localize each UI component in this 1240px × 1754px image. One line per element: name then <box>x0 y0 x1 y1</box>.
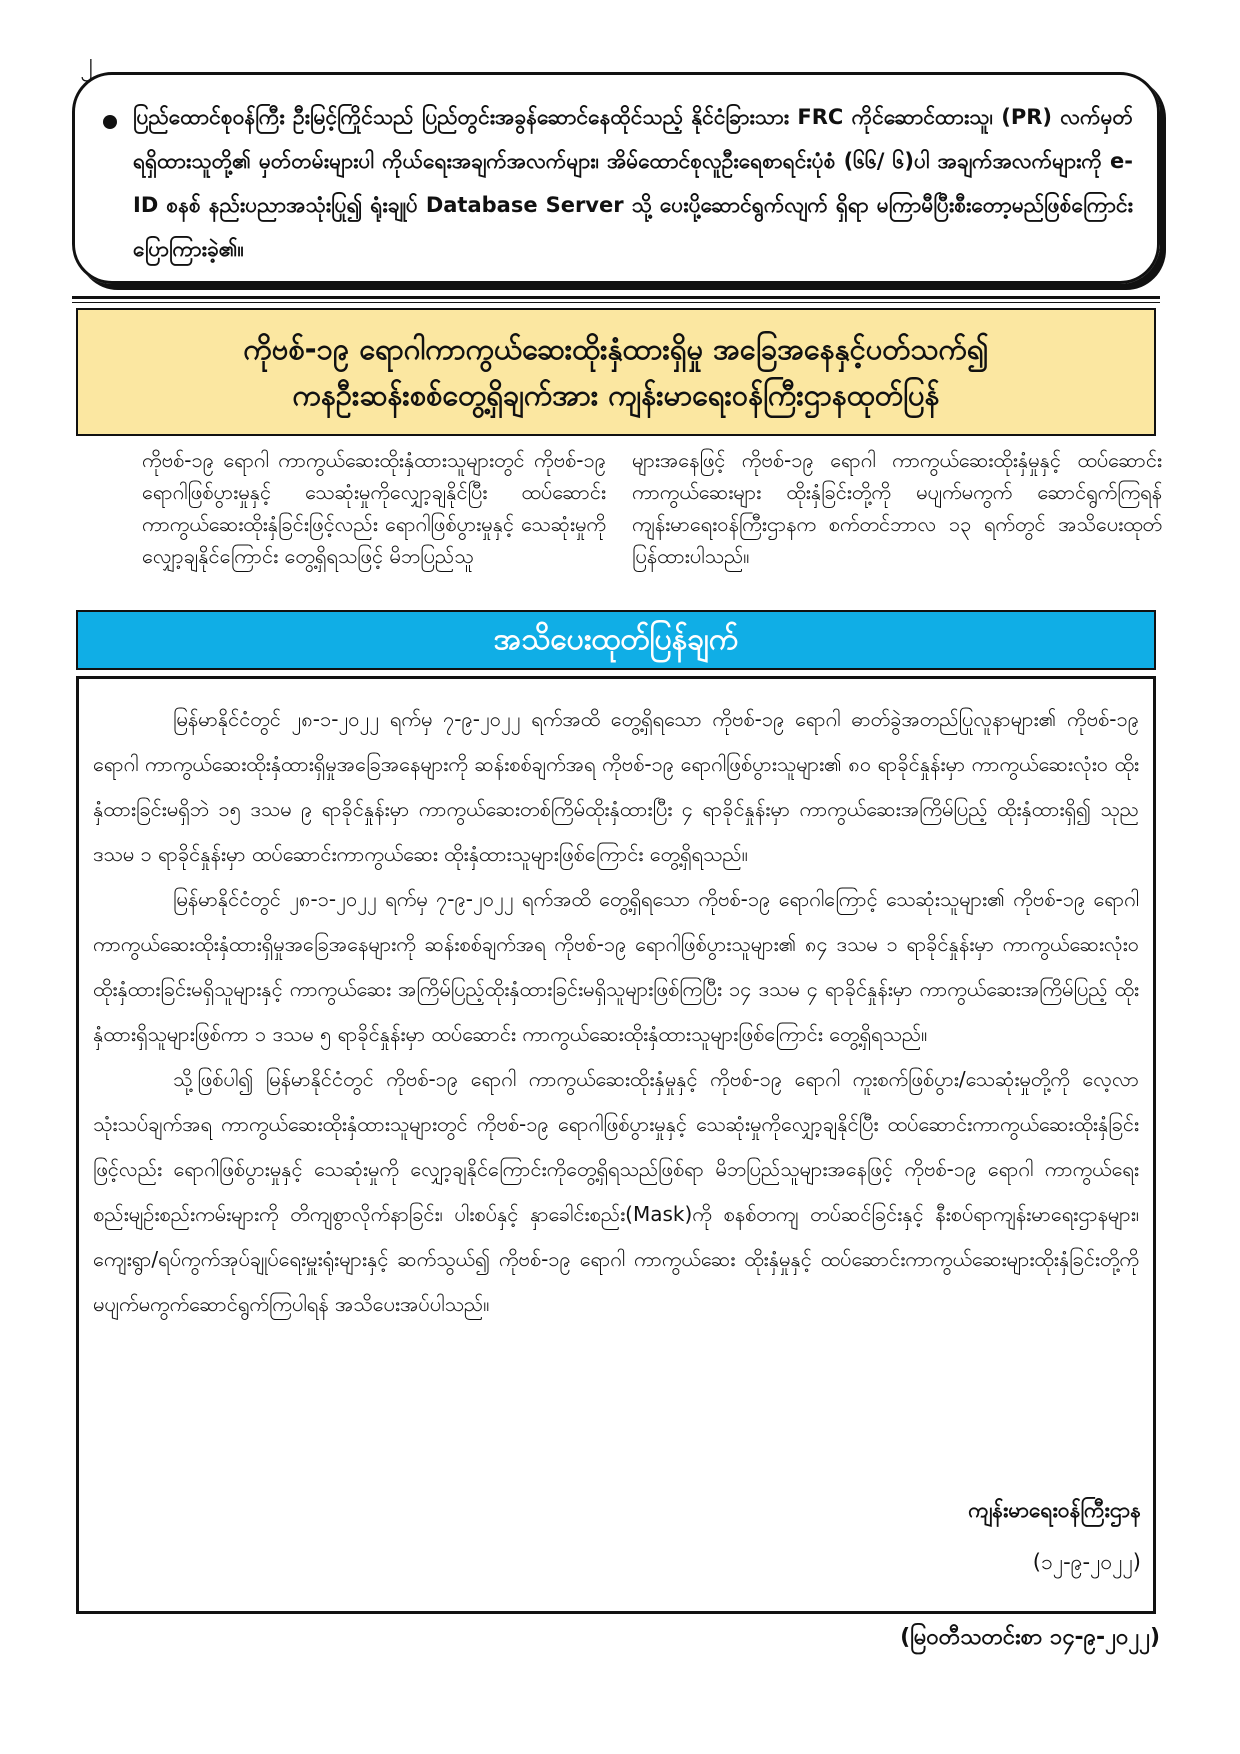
headline-box <box>76 308 1156 436</box>
notice-banner-title: အသိပေးထုတ်ပြန်ချက် <box>493 622 739 657</box>
intro-left-column <box>76 444 606 572</box>
divider-top-thin <box>72 302 1160 303</box>
highlight-text: ပြည်ထောင်စုဝန်ကြီး ဦးမြင့်ကြိုင်သည် ပြည်တွင်းအခွန်ဆောင်နေထိုင်သည့် နိုင်ငံခြားသား FRC ကိုင်ဆောင်ထားသူ၊ (PR) လက်မှတ်ရရှိထားသူတို့၏ မှတ်တမ်းများပါ ကိုယ်ရေးအချက်အလက်များ၊ အိမ်ထောင်စုလူဦးရေစာရင်းပုံစံ (၆၆/ ၆)ပါ အချက်အလက်များကို e-ID စနစ် နည်းပညာအသုံးပြု၍ ရုံးချုပ် Database Server သို့ ပေးပို့ဆောင်ရွက်လျက် ရှိရာ မကြာမီပြီးစီးတော့မည်ဖြစ်ကြောင်း ပြောကြားခဲ့၏။ <box>133 105 1133 261</box>
notice-paragraph: မြန်မာနိုင်ငံတွင် ၂၈-၁-၂၀၂၂ ရက်မှ ၇-၉-၂၀၂၂ ရက်အထိ တွေ့ရှိရသော ကိုဗစ်-၁၉ ရောဂါကြောင့် သေဆုံးသူများ၏ ကိုဗစ်-၁၉ ရောဂါ ကာကွယ်ဆေးထိုးနှံထားရှိမှုအခြေအနေများကို ဆန်းစစ်ချက်အရ ကိုဗစ်-၁၉ ရောဂါဖြစ်ပွားသူများ၏ ၈၄ ဒသမ ၁ ရာခိုင်နှုန်းမှာ ကာကွယ်ဆေးလုံးဝ ထိုးနှံထားခြင်းမရှိသူများနှင့် ကာကွယ်ဆေး အကြိမ်ပြည့်ထိုးနှံထားခြင်းမရှိသူများဖြစ်ကြပြီး ၁၄ ဒသမ ၄ ရာခိုင်နှုန်းမှာ ကာကွယ်ဆေးအကြိမ်ပြည့် ထိုးနှံထားရှိသူများဖြစ်ကာ ၁ ဒသမ ၅ ရာခိုင်နှုန်းမှာ ထပ်ဆောင်း ကာကွယ်ဆေးထိုးနှံထားသူများဖြစ်ကြောင်း တွေ့ရှိရသည်။ <box>93 887 1139 1046</box>
source-citation: (မြဝတီသတင်းစာ ၁၄-၉-၂၀၂၂) <box>900 1625 1160 1650</box>
signature-date: (၁၂-၉-၂၀၂၂) <box>1032 1550 1141 1574</box>
notice-banner <box>76 610 1156 670</box>
notice-paragraph: သို့ဖြစ်ပါ၍ မြန်မာနိုင်ငံတွင် ကိုဗစ်-၁၉ ရောဂါ ကာကွယ်ဆေးထိုးနှံမှုနှင့် ကိုဗစ်-၁၉ ရောဂါ ကူးစက်ဖြစ်ပွား/သေဆုံးမှုတို့ကို လေ့လာသုံးသပ်ချက်အရ ကာကွယ်ဆေးထိုးနှံထားသူများတွင် ကိုဗစ်-၁၉ ရောဂါဖြစ်ပွားမှုနှင့် သေဆုံးမှုကိုလျှော့ချနိုင်ပြီး ထပ်ဆောင်းကာကွယ်ဆေးထိုးနှံခြင်းဖြင့်လည်း ရောဂါဖြစ်ပွားမှုနှင့် သေဆုံးမှုကို လျှော့ချနိုင်ကြောင်းကိုတွေ့ရှိရသည်ဖြစ်ရာ မိဘပြည်သူများအနေဖြင့် ကိုဗစ်-၁၉ ရောဂါ ကာကွယ်ရေး စည်းမျဉ်းစည်းကမ်းများကို တိကျစွာလိုက်နာခြင်း၊ ပါးစပ်နှင့် နှာခေါင်းစည်း(Mask)ကို စနစ်တကျ တပ်ဆင်ခြင်းနှင့် နီးစပ်ရာကျန်းမာရေးဌာနများ၊ ကျေးရွာ/ရပ်ကွက်အုပ်ချုပ်ရေးမှူးရုံးများနှင့် ဆက်သွယ်၍ ကိုဗစ်-၁၉ ရောဂါ ကာကွယ်ဆေး ထိုးနှံမှုနှင့် ထပ်ဆောင်းကာကွယ်ဆေးများထိုးနှံခြင်းတို့ကို မပျက်မကွက်ဆောင်ရွက်ကြပါရန် အသိပေးအပ်ပါသည်။ <box>93 1067 1139 1316</box>
notice-box <box>76 676 1156 1614</box>
page-number: ၂ <box>80 47 93 77</box>
intro-right-column <box>632 444 1162 572</box>
headline-line-2: ကနဦးဆန်းစစ်တွေ့ရှိချက်အား ကျန်းမာရေးဝန်ကြီးဌာနထုတ်ပြန် <box>292 378 940 412</box>
intro-columns <box>76 444 1162 574</box>
divider-top <box>72 296 1160 299</box>
notice-paragraph: မြန်မာနိုင်ငံတွင် ၂၈-၁-၂၀၂၂ ရက်မှ ၇-၉-၂၀၂၂ ရက်အထိ တွေ့ရှိရသော ကိုဗစ်-၁၉ ရောဂါ ဓာတ်ခွဲအတည်ပြုလူနာများ၏ ကိုဗစ်-၁၉ ရောဂါ ကာကွယ်ဆေးထိုးနှံထားရှိမှုအခြေအနေများကို ဆန်းစစ်ချက်အရ ကိုဗစ်-၁၉ ရောဂါဖြစ်ပွားသူများ၏ ၈၀ ရာခိုင်နှုန်းမှာ ကာကွယ်ဆေးလုံးဝ ထိုးနှံထားခြင်းမရှိဘဲ ၁၅ ဒသမ ၉ ရာခိုင်နှုန်းမှာ ကာကွယ်ဆေးတစ်ကြိမ်ထိုးနှံထားပြီး ၄ ရာခိုင်နှုန်းမှာ ကာကွယ်ဆေးအကြိမ်ပြည့် ထိုးနှံထားရှိ၍ သုညဒသမ ၁ ရာခိုင်နှုန်းမှာ ထပ်ဆောင်းကာကွယ်ဆေး ထိုးနှံထားသူများဖြစ်ကြောင်း တွေ့ရှိရသည်။ <box>93 707 1139 866</box>
intro-right-text: များအနေဖြင့် ကိုဗစ်-၁၉ ရောဂါ ကာကွယ်ဆေးထိုးနှံမှုနှင့် ထပ်ဆောင်းကာကွယ်ဆေးများ ထိုးနှံခြင်းတို့ကို မပျက်မကွက် ဆောင်ရွက်ကြရန် ကျန်းမာရေးဝန်ကြီးဌာနက စက်တင်ဘာလ ၁၃ ရက်တွင် အသိပေးထုတ်ပြန်ထားပါသည်။ <box>632 448 1162 568</box>
intro-left-text: ကိုဗစ်-၁၉ ရောဂါ ကာကွယ်ဆေးထိုးနှံထားသူများတွင် ကိုဗစ်-၁၉ ရောဂါဖြစ်ပွားမှုနှင့် သေဆုံးမှုကိုလျှော့ချနိုင်ပြီး ထပ်ဆောင်းကာကွယ်ဆေးထိုးနှံခြင်းဖြင့်လည်း ရောဂါဖြစ်ပွားမှုနှင့် သေဆုံးမှုကို လျှော့ချနိုင်ကြောင်း တွေ့ရှိရသဖြင့် မိဘပြည်သူ <box>142 448 606 568</box>
signature-org: ကျန်းမာရေးဝန်ကြီးဌာန <box>968 1498 1141 1522</box>
bullet-icon <box>103 115 117 129</box>
headline-line-1: ကိုဗစ်-၁၉ ရောဂါကာကွယ်ဆေးထိုးနှံထားရှိမှု အခြေအနေနှင့်ပတ်သက်၍ <box>243 332 989 366</box>
highlight-box <box>72 72 1160 284</box>
